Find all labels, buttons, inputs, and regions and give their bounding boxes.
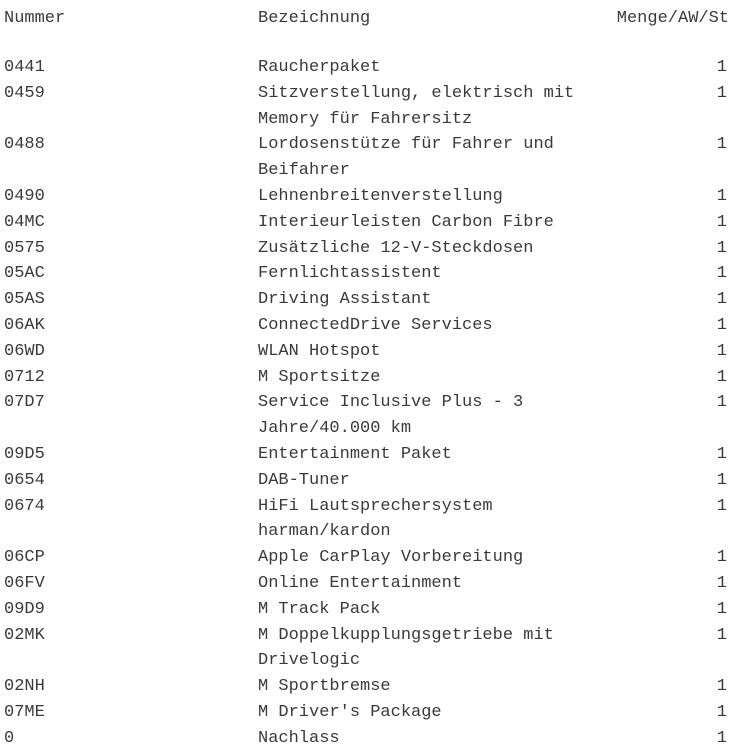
option-description-line: Apple CarPlay Vorbereitung [258, 548, 524, 568]
option-description [258, 236, 688, 262]
option-description-line: DAB-Tuner [258, 470, 350, 490]
option-description [258, 184, 688, 210]
option-description [258, 597, 688, 623]
option-description-line: Entertainment Paket [258, 444, 452, 464]
table-row [0, 494, 741, 546]
option-description [258, 287, 688, 313]
option-number: 05AS [4, 290, 45, 310]
table-row [0, 184, 741, 210]
option-quantity: 1 [716, 496, 727, 516]
table-row [0, 571, 741, 597]
option-description-line: M Sportbremse [258, 677, 391, 697]
option-description [258, 674, 688, 700]
option-quantity: 1 [716, 470, 727, 490]
option-table-body [0, 55, 741, 752]
option-description [258, 313, 688, 339]
option-number: 02NH [4, 677, 45, 697]
option-number: 06AK [4, 315, 45, 335]
option-description-line: Memory für Fahrersitz [258, 109, 473, 129]
option-description [258, 726, 688, 752]
option-quantity: 1 [716, 341, 727, 361]
option-description-line: M Doppelkupplungsgetriebe mit [258, 625, 554, 645]
option-description-line: M Track Pack [258, 599, 381, 619]
header-quantity: Menge/AW/St [616, 9, 729, 28]
table-row [0, 545, 741, 571]
option-number: 07ME [4, 702, 45, 722]
option-description-line: Driving Assistant [258, 290, 432, 310]
header-number: Nummer [4, 9, 66, 28]
option-description-line: harman/kardon [258, 522, 391, 542]
option-description-line: Interieurleisten Carbon Fibre [258, 212, 554, 232]
option-description-line: Lehnenbreitenverstellung [258, 186, 503, 206]
option-quantity: 1 [716, 677, 727, 697]
option-description-line: HiFi Lautsprechersystem [258, 496, 493, 516]
option-description [258, 81, 688, 133]
option-description-line: Fernlichtassistent [258, 264, 442, 284]
option-quantity: 1 [716, 135, 727, 155]
option-description-line: Beifahrer [258, 161, 350, 181]
option-description-line: Online Entertainment [258, 573, 463, 593]
option-description [258, 571, 688, 597]
option-description [258, 210, 688, 236]
option-quantity: 1 [716, 548, 727, 568]
option-description [258, 365, 688, 391]
option-quantity: 1 [716, 599, 727, 619]
table-row [0, 597, 741, 623]
option-quantity: 1 [716, 393, 727, 413]
option-description [258, 494, 688, 546]
option-number: 0488 [4, 135, 45, 155]
option-description-line: Zusätzliche 12-V-Steckdosen [258, 238, 534, 258]
table-row [0, 339, 741, 365]
table-row [0, 210, 741, 236]
option-number: 05AC [4, 264, 45, 284]
option-description-line: M Sportsitze [258, 367, 381, 387]
option-quantity: 1 [716, 315, 727, 335]
option-description [258, 442, 688, 468]
option-description-line: Service Inclusive Plus - 3 [258, 393, 524, 413]
table-row [0, 468, 741, 494]
option-quantity: 1 [716, 444, 727, 464]
option-number: 07D7 [4, 393, 45, 413]
option-number: 0490 [4, 186, 45, 206]
option-quantity: 1 [716, 264, 727, 284]
option-number: 09D9 [4, 599, 45, 619]
table-row [0, 313, 741, 339]
option-description-line: Nachlass [258, 728, 340, 748]
option-number: 06FV [4, 573, 45, 593]
table-row [0, 390, 741, 442]
option-number: 0441 [4, 58, 45, 77]
option-quantity: 1 [716, 186, 727, 206]
option-number: 02MK [4, 625, 45, 645]
option-number: 0459 [4, 83, 45, 103]
option-number: 0575 [4, 238, 45, 258]
table-row [0, 132, 741, 184]
table-row [0, 261, 741, 287]
table-row [0, 81, 741, 133]
option-quantity: 1 [716, 212, 727, 232]
option-quantity: 1 [716, 702, 727, 722]
option-description [258, 468, 688, 494]
table-row [0, 623, 741, 675]
option-description-line: Sitzverstellung, elektrisch mit [258, 83, 575, 103]
option-description [258, 261, 688, 287]
option-description-line: Lordosenstütze für Fahrer und [258, 135, 554, 155]
option-quantity: 1 [716, 367, 727, 387]
option-description-line: Raucherpaket [258, 58, 381, 77]
option-description-line: M Driver's Package [258, 702, 442, 722]
option-number: 04MC [4, 212, 45, 232]
option-number: 06WD [4, 341, 45, 361]
option-description-line: WLAN Hotspot [258, 341, 381, 361]
option-quantity: 1 [716, 625, 727, 645]
option-quantity: 1 [716, 728, 727, 748]
option-number: 0674 [4, 496, 45, 516]
option-description [258, 55, 688, 81]
option-number: 0 [4, 728, 15, 748]
header-description: Bezeichnung [258, 9, 371, 28]
option-description-line: Jahre/40.000 km [258, 419, 412, 439]
option-description [258, 700, 688, 726]
option-number: 09D5 [4, 444, 45, 464]
table-row [0, 55, 741, 81]
option-description-line: Drivelogic [258, 651, 361, 671]
table-row [0, 726, 741, 752]
table-row [0, 442, 741, 468]
option-description [258, 132, 688, 184]
option-quantity: 1 [716, 58, 727, 77]
option-description-line: ConnectedDrive Services [258, 315, 493, 335]
table-row [0, 236, 741, 262]
table-row [0, 674, 741, 700]
option-number: 0712 [4, 367, 45, 387]
table-row [0, 700, 741, 726]
option-quantity: 1 [716, 573, 727, 593]
table-row [0, 365, 741, 391]
option-description [258, 339, 688, 365]
option-description [258, 545, 688, 571]
option-number: 06CP [4, 548, 45, 568]
table-header [0, 6, 741, 32]
option-quantity: 1 [716, 238, 727, 258]
table-row [0, 287, 741, 313]
option-number: 0654 [4, 470, 45, 490]
option-quantity: 1 [716, 83, 727, 103]
option-description [258, 623, 688, 675]
option-description [258, 390, 688, 442]
option-quantity: 1 [716, 290, 727, 310]
